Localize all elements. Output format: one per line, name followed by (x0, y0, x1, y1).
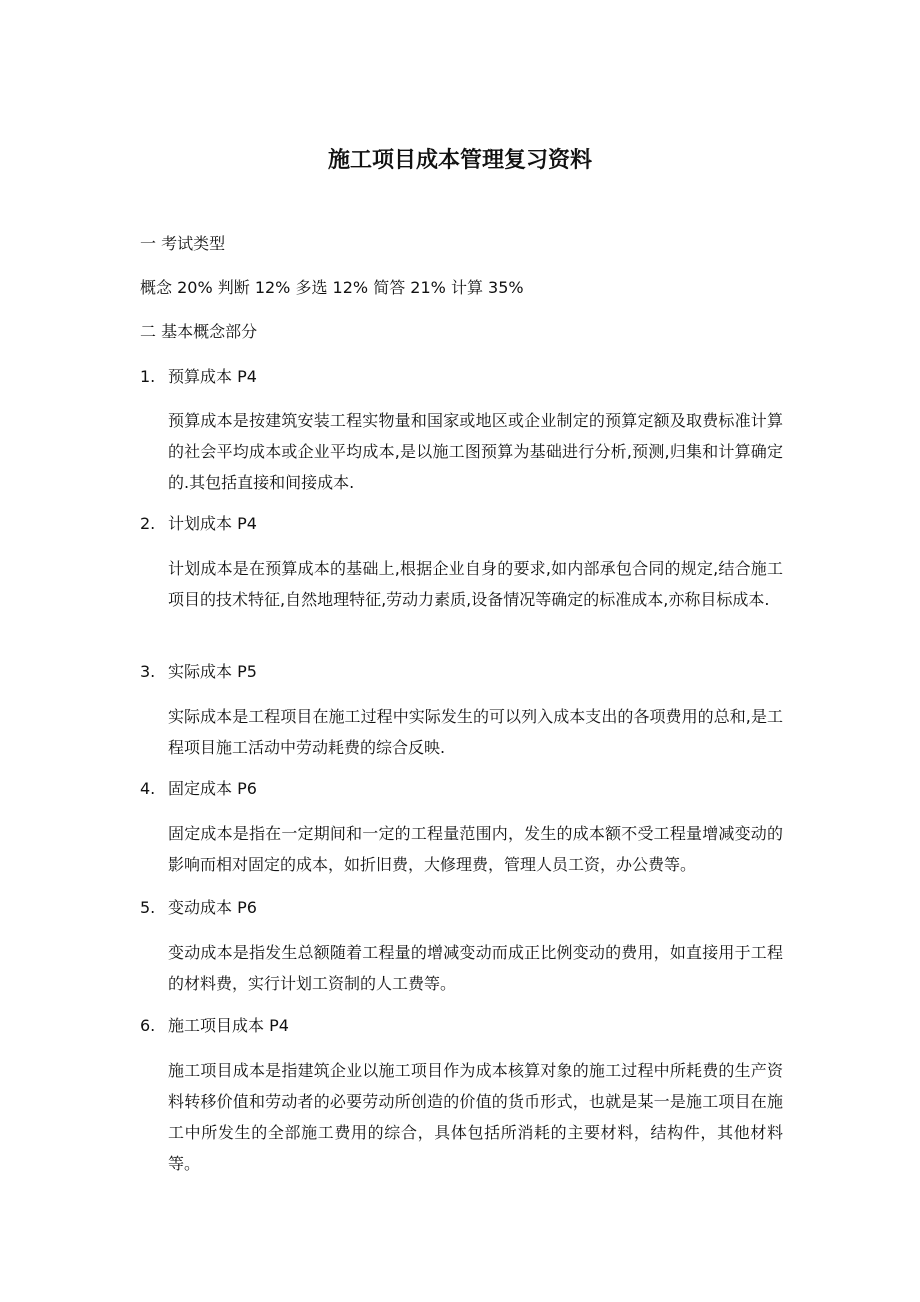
item-body: 施工项目成本是指建筑企业以施工项目作为成本核算对象的施工过程中所耗费的生产资料转移价值和劳动者的必要劳动所创造的价值的货币形式，也就是某一是施工项目在施工中所发生的全部施工费用的综合，具体包括所消耗的主要材料，结构件，其他材料等。 (168, 1061, 783, 1173)
item-heading (140, 776, 257, 802)
item-body: 预算成本是按建筑安装工程实物量和国家或地区或企业制定的预算定额及取费标准计算的社会平均成本或企业平均成本,是以施工图预算为基础进行分析,预测,归集和计算确定的.其包括直接和间接成本. (168, 411, 783, 492)
item-number: 1. (140, 367, 156, 386)
section-heading-basic-concepts: 二 基本概念部分 (140, 322, 258, 341)
item-heading (140, 659, 257, 685)
item-title: 施工项目成本 P4 (168, 1016, 289, 1035)
item-title: 变动成本 P6 (168, 898, 257, 917)
item-title: 计划成本 P4 (168, 514, 257, 533)
item-body: 计划成本是在预算成本的基础上,根据企业自身的要求,如内部承包合同的规定,结合施工项目的技术特征,自然地理特征,劳动力素质,设备情况等确定的标准成本,亦称目标成本. (168, 559, 783, 609)
item-number: 2. (140, 514, 156, 533)
section-heading-exam-types: 一 考试类型 (140, 234, 226, 253)
item-heading (140, 1013, 289, 1039)
item-heading (140, 895, 257, 921)
document-title: 施工项目成本管理复习资料 (327, 148, 592, 173)
item-number: 6. (140, 1016, 156, 1035)
item-number: 4. (140, 779, 156, 798)
exam-type-breakdown: 概念 20% 判断 12% 多选 12% 简答 21% 计算 35% (140, 278, 524, 297)
item-number: 5. (140, 898, 156, 917)
item-title: 实际成本 P5 (168, 662, 257, 681)
item-title: 固定成本 P6 (168, 779, 257, 798)
item-number: 3. (140, 662, 156, 681)
item-title: 预算成本 P4 (168, 367, 257, 386)
item-body: 变动成本是指发生总额随着工程量的增减变动而成正比例变动的费用，如直接用于工程的材料费，实行计划工资制的人工费等。 (168, 943, 783, 993)
item-heading (140, 364, 257, 390)
item-body: 固定成本是指在一定期间和一定的工程量范围内，发生的成本额不受工程量增减变动的影响而相对固定的成本，如折旧费，大修理费，管理人员工资，办公费等。 (168, 824, 783, 874)
item-body: 实际成本是工程项目在施工过程中实际发生的可以列入成本支出的各项费用的总和,是工程项目施工活动中劳动耗费的综合反映. (168, 707, 783, 757)
item-heading (140, 511, 257, 537)
